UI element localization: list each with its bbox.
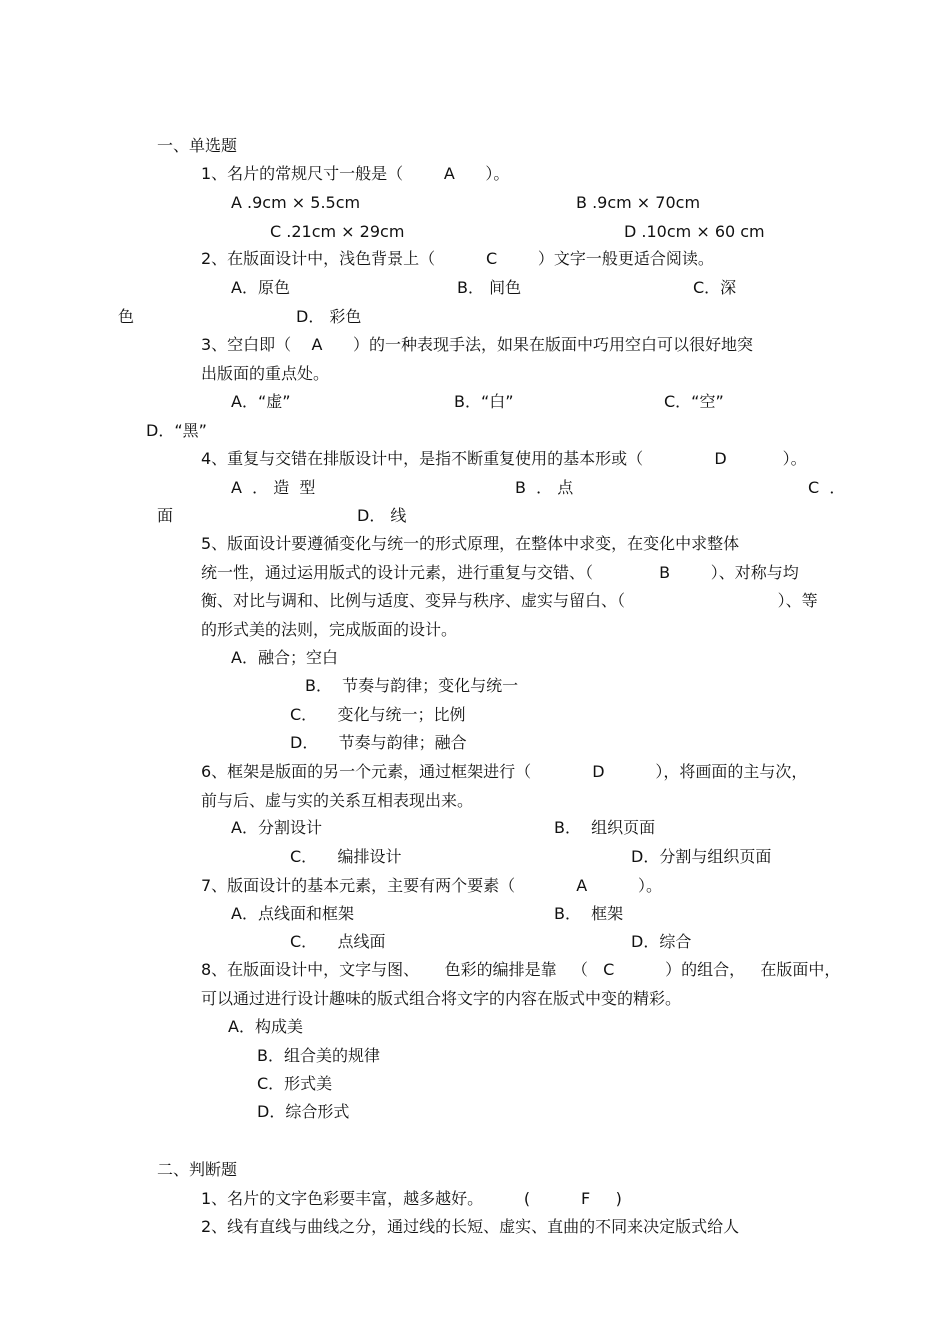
q5-option-d: D． 节奏与韵律；融合	[290, 733, 467, 752]
q2-stem: 2、在版面设计中，浅色背景上（ C ）文字一般更适合阅读。	[201, 249, 714, 268]
q6-option-a: A．分割设计	[231, 818, 322, 837]
q7-option-a: A．点线面和框架	[231, 904, 354, 923]
q5-option-c: C． 变化与统一；比例	[290, 705, 466, 724]
q1-stem: 1、名片的常规尺寸一般是（ A ）。	[201, 164, 510, 183]
q5-stem-line2: 统一性，通过运用版式的设计元素，进行重复与交错、（ B ）、对称与均	[201, 563, 799, 582]
q2-option-c: C．深	[693, 278, 737, 297]
q1-option-c: C .21cm × 29cm	[270, 222, 405, 241]
section-heading-true-false: 二、判断题	[157, 1160, 238, 1179]
q7-option-b: B． 框架	[554, 904, 624, 923]
q5-stem-line3: 衡、对比与调和、比例与适度、变异与秩序、虚实与留白、（ ）、等	[201, 591, 818, 610]
q4-option-b: B ． 点	[515, 478, 574, 497]
q6-option-c: C． 编排设计	[290, 847, 402, 866]
q6-option-b: B． 组织页面	[554, 818, 656, 837]
q1-option-d: D .10cm × 60 cm	[624, 222, 765, 241]
q2-option-a: A．原色	[231, 278, 290, 297]
q3-option-d: D．“黑”	[146, 421, 207, 440]
q8-stem: 8、在版面设计中，文字与图、 色彩的编排是靠 （ C ）的组合， 在版面中，	[201, 960, 841, 979]
q5-option-a: A．融合；空白	[231, 648, 338, 667]
q4-option-a: A ． 造 型	[231, 478, 316, 497]
q8-option-c: C．形式美	[257, 1074, 333, 1093]
q4-option-c: C ．	[808, 478, 846, 497]
tf-q1: 1、名片的文字色彩要丰富，越多越好。 ( F )	[201, 1189, 622, 1208]
q5-stem-line4: 的形式美的法则，完成版面的设计。	[201, 620, 458, 639]
q7-option-c: C． 点线面	[290, 932, 386, 951]
q2-option-d: D． 彩色	[296, 307, 362, 326]
q7-option-d: D．综合	[631, 932, 692, 951]
q3-option-b: B．“白”	[454, 392, 514, 411]
q4-option-d: D． 线	[357, 506, 407, 525]
q8-stem-continued: 可以通过进行设计趣味的版式组合将文字的内容在版式中变的精彩。	[201, 989, 682, 1008]
q6-option-d: D．分割与组织页面	[631, 847, 772, 866]
q4-option-c-continued: 面	[157, 506, 174, 525]
section-heading-single-choice: 一、单选题	[157, 136, 238, 155]
q8-option-a: A．构成美	[228, 1017, 303, 1036]
q5-option-b: B． 节奏与韵律；变化与统一	[305, 676, 519, 695]
q6-stem: 6、框架是版面的另一个元素，通过框架进行（ D ），将画面的主与次，	[201, 762, 808, 781]
q3-stem: 3、空白即（ A ）的一种表现手法，如果在版面中巧用空白可以很好地突	[201, 335, 753, 354]
q8-option-d: D．综合形式	[257, 1102, 350, 1121]
q1-option-a: A .9cm × 5.5cm	[231, 193, 361, 212]
tf-q2: 2、线有直线与曲线之分，通过线的长短、虚实、直曲的不同来决定版式给人	[201, 1217, 740, 1236]
q6-stem-continued: 前与后、虚与实的关系互相表现出来。	[201, 791, 474, 810]
q2-option-b: B． 间色	[457, 278, 522, 297]
q5-stem: 5、版面设计要遵循变化与统一的形式原理，在整体中求变，在变化中求整体	[201, 534, 740, 553]
q3-option-a: A．“虚”	[231, 392, 291, 411]
q3-stem-continued: 出版面的重点处。	[201, 364, 330, 383]
q7-stem: 7、版面设计的基本元素，主要有两个要素（ A ）。	[201, 876, 663, 895]
q1-option-b: B .9cm × 70cm	[576, 193, 701, 212]
q8-option-b: B．组合美的规律	[257, 1046, 380, 1065]
q3-option-c: C．“空”	[664, 392, 724, 411]
q4-stem: 4、重复与交错在排版设计中，是指不断重复使用的基本形或（ D ）。	[201, 449, 807, 468]
q2-option-c-continued: 色	[118, 307, 135, 326]
